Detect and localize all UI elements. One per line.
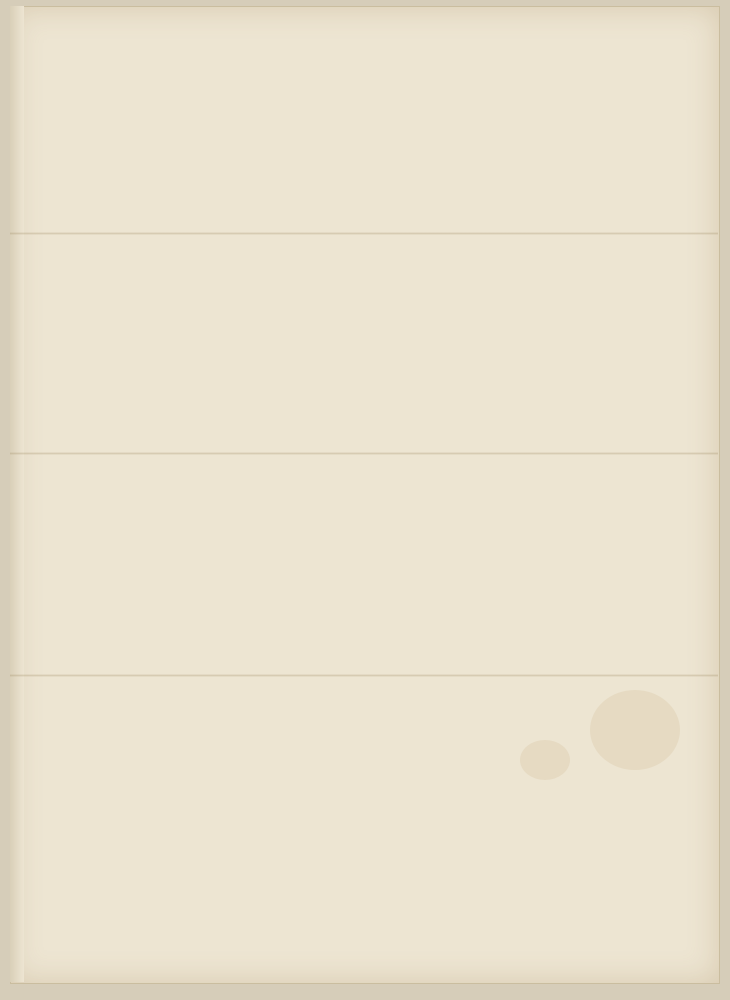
menu-page xyxy=(10,6,720,984)
paper-crease xyxy=(10,452,718,455)
page-fold-shadow xyxy=(10,6,24,982)
paper-crease xyxy=(10,674,718,677)
paper-crease xyxy=(10,232,718,235)
water-stain xyxy=(590,690,680,770)
water-stain xyxy=(520,740,570,780)
